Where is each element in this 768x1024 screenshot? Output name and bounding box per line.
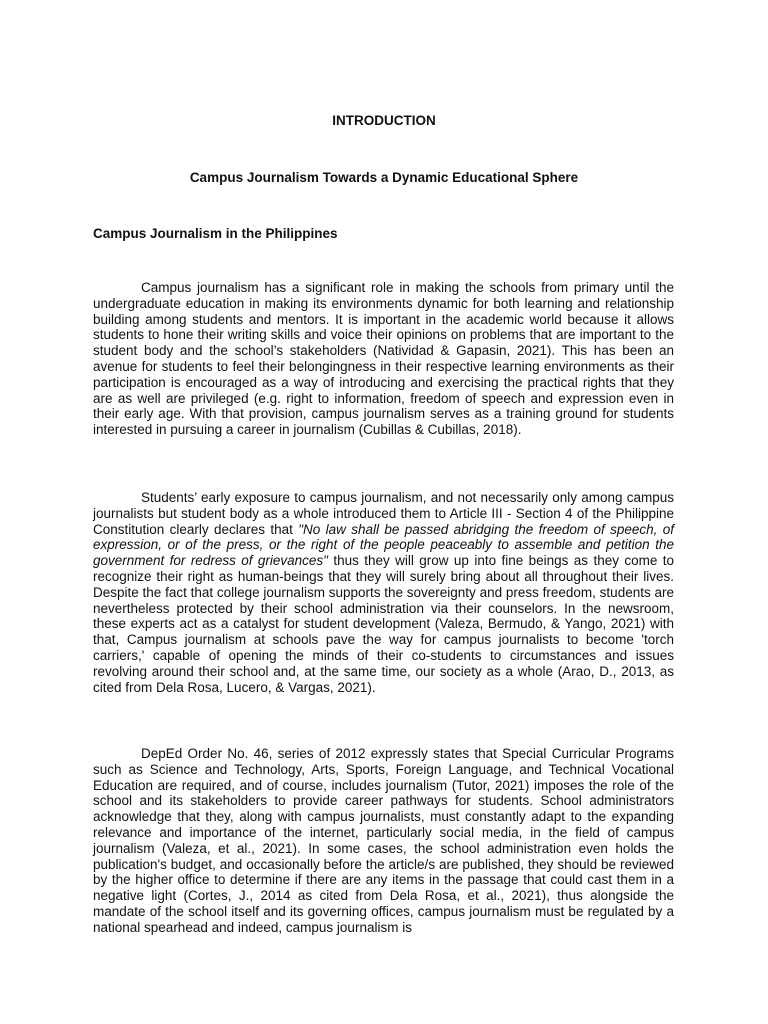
paragraph-1: Campus journalism has a significant role in making the schools from primary until the undergraduate education in making its environments dynamic for both learning and relationship building among students and mentors. It is important in the academic world because it allows students to hone their writing skills and voice their opinions on problems that are important to the student body and the school’s stakeholders (Natividad & Gapasin, 2021). This has been an avenue for students to feel their belongingness in their respective learning environments as their participation is encouraged as a way of introducing and exercising the practical rights that they are as well are privileged (e.g. right to information, freedom of speech and expression even in their early age. With that provision, campus journalism serves as a training ground for students interested in pursuing a career in journalism (Cubillas & Cubillas, 2018).	[93, 280, 674, 438]
document-subtitle: Campus Journalism Towards a Dynamic Educational Sphere	[189, 170, 579, 185]
page-title: INTRODUCTION	[332, 113, 436, 128]
section-heading: Campus Journalism in the Philippines	[93, 226, 338, 241]
constitution-quote: "No law shall be passed abridging the freedom of speech, of expression, or of the press, or the right of the people peaceably to assemble and petition the government for redress of grievances"	[93, 521, 674, 569]
paragraph-3: DepEd Order No. 46, series of 2012 expressly states that Special Curricular Programs such as Science and Technology, Arts, Sports, Foreign Language, and Technical Vocational Education are required, and of course, includes journalism (Tutor, 2021) imposes the role of the school and its stakeholders to provide career pathways for students. School administrators acknowledge that they, along with campus journalists, must constantly adapt to the expanding relevance and importance of the internet, particularly social media, in the field of campus journalism (Valeza, et al., 2021). In some cases, the school administration even holds the publication's budget, and occasionally before the article/s are published, they should be reviewed by the higher office to determine if there are any items in the passage that could cast them in a negative light (Cortes, J., 2014 as cited from Dela Rosa, et al., 2021), thus alongside the mandate of the school itself and its governing offices, campus journalism must be regulated by a national spearhead and indeed, campus journalism is	[93, 746, 674, 935]
paragraph-2	[93, 490, 674, 695]
paragraph-2-text-end: thus they will grow up into fine beings as they come to recognize their right as human-beings that they will surely bring about all throughout their lives. Despite the fact that college journalism supports the sovereignty and press freedom, students are nevertheless protected by their school administration via their counselors. In the newsroom, these experts act as a catalyst for student development (Valeza, Bermudo, & Yango, 2021) with that, Campus journalism at schools pave the way for campus journalists to become 'torch carriers,' capable of opening the minds of their co-students to circumstances and issues revolving around their school and, at the same time, our society as a whole (Arao, D., 2013, as cited from Dela Rosa, Lucero, & Vargas, 2021).	[93, 553, 674, 695]
paragraph-2-text-start: Students’ early exposure to campus journalism, and not necessarily only among campus journalists but student body as a whole introduced them to Article III - Section 4 of the Philippine Constitution clearly declares that	[93, 490, 674, 537]
